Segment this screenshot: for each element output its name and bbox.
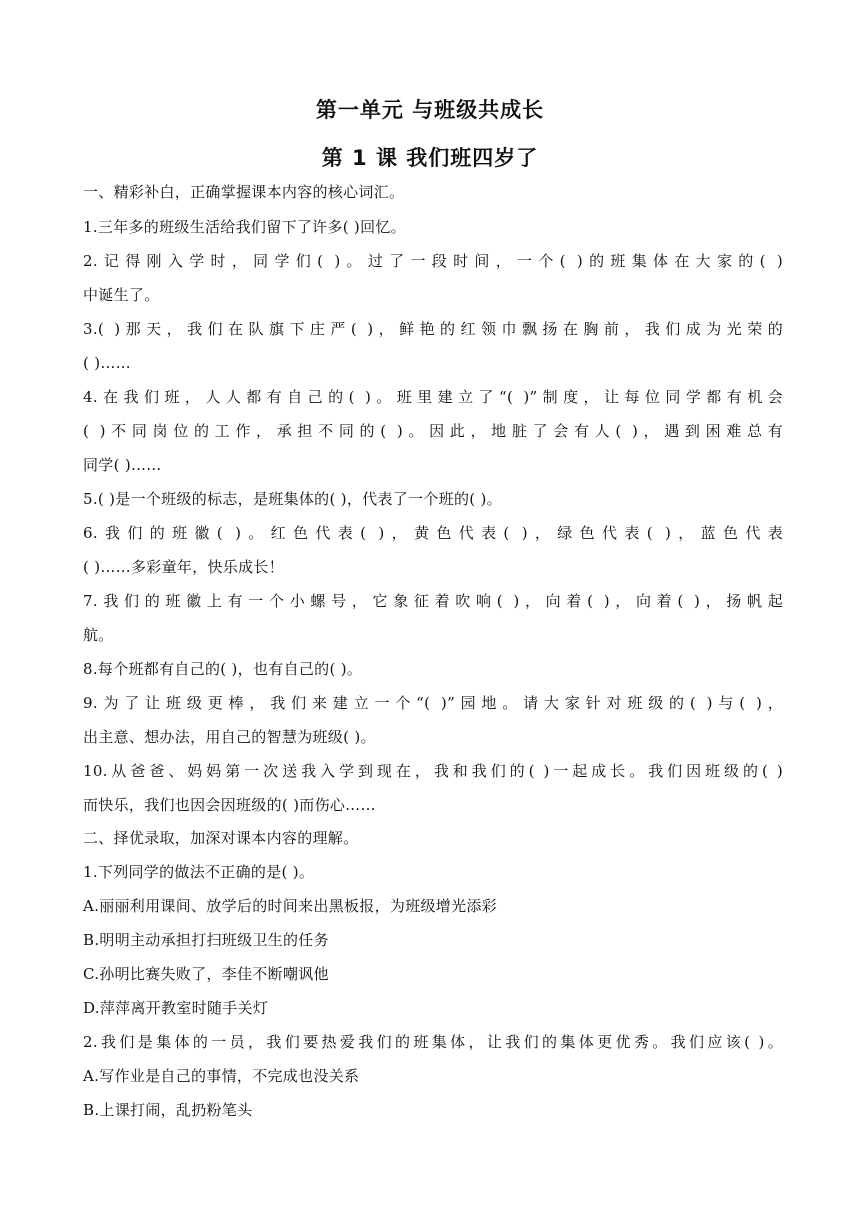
mc-question-2-option-a: A.写作业是自己的事情，不完成也没关系 xyxy=(83,1067,360,1085)
question-10-line: 而快乐，我们也因会因班级的( )而伤心…… xyxy=(83,796,376,814)
question-2-line: 2.记得刚入学时，同学们( )。过了一段时间，一个( )的班集体在大家的( ) xyxy=(83,252,783,270)
question-4-line: ( )不同岗位的工作，承担不同的( )。因此，地脏了会有人( )，遇到困难总有 xyxy=(83,422,783,440)
question-6-line: 6.我们的班徽( )。红色代表( )，黄色代表( )，绿色代表( )，蓝色代表 xyxy=(83,524,783,542)
question-7-line: 航。 xyxy=(83,626,114,644)
mc-question-1-option-b: B.明明主动承担打扫班级卫生的任务 xyxy=(83,931,329,949)
mc-question-1-option-c: C.孙明比赛失败了，李佳不断嘲讽他 xyxy=(83,965,329,983)
unit-title: 第一单元 与班级共成长 xyxy=(315,98,545,122)
question-2-line: 中诞生了。 xyxy=(83,286,160,304)
question-10-line: 10.从爸爸、妈妈第一次送我入学到现在，我和我们的( )一起成长。我们因班级的( ) xyxy=(83,762,783,780)
question-9-line: 出主意、想办法，用自己的智慧为班级( )。 xyxy=(83,728,376,746)
lesson-title: 第 1 课 我们班四岁了 xyxy=(321,146,539,170)
question-8-line: 8.每个班都有自己的( )，也有自己的( )。 xyxy=(83,660,363,678)
section-heading-multiple-choice: 二、择优录取，加深对课本内容的理解。 xyxy=(83,829,359,847)
mc-question-2-option-b: B.上课打闹，乱扔粉笔头 xyxy=(83,1101,253,1119)
mc-question-1-option-d: D.萍萍离开教室时随手关灯 xyxy=(83,999,269,1017)
mc-question-2: 2.我们是集体的一员，我们要热爱我们的班集体，让我们的集体更优秀。我们应该( )。 xyxy=(83,1033,783,1051)
question-6-line: ( )……多彩童年，快乐成长！ xyxy=(83,558,284,576)
question-4-line: 同学( )…… xyxy=(83,456,162,474)
question-4-line: 4.在我们班，人人都有自己的( )。班里建立了“( )”制度，让每位同学都有机会 xyxy=(83,388,783,406)
question-3-line: ( )…… xyxy=(83,354,131,372)
question-5-line: 5.( )是一个班级的标志，是班集体的( )，代表了一个班的( )。 xyxy=(83,490,502,508)
question-7-line: 7.我们的班徽上有一个小螺号，它象征着吹响( )，向着( )，向着( )，扬帆起 xyxy=(83,592,783,610)
question-1-line: 1.三年多的班级生活给我们留下了许多( )回忆。 xyxy=(83,218,406,236)
question-9-line: 9.为了让班级更棒，我们来建立一个“( )”园地。请大家针对班级的( )与( )， xyxy=(83,694,783,712)
section-heading-fill-blank: 一、精彩补白，正确掌握课本内容的核心词汇。 xyxy=(83,183,405,201)
question-3-line: 3.( )那天，我们在队旗下庄严( )，鲜艳的红领巾飘扬在胸前，我们成为光荣的 xyxy=(83,320,783,338)
mc-question-1-option-a: A.丽丽利用课间、放学后的时间来出黑板报，为班级增光添彩 xyxy=(83,897,498,915)
mc-question-1: 1.下列同学的做法不正确的是( )。 xyxy=(83,863,315,881)
